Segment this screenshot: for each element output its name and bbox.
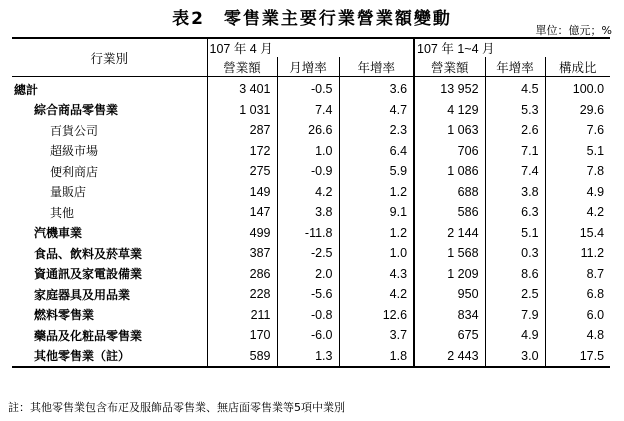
table-row — [12, 100, 610, 121]
footnote: 註：其他零售業包含布疋及服飾品零售業、無店面零售業等5項中業別 — [8, 401, 345, 414]
table-row — [12, 141, 610, 162]
cell-value: 170 — [207, 325, 277, 346]
cell-value: 147 — [207, 202, 277, 223]
cell-value: 4.9 — [586, 184, 605, 199]
cell-value: 29.6 — [579, 102, 605, 117]
cell-value: 4.7 — [339, 100, 414, 121]
cell-value: 387 — [207, 243, 277, 264]
cell-value: 586 — [414, 202, 485, 223]
col-header: 年增率 — [339, 57, 414, 77]
col-header: 營業額 — [207, 57, 277, 77]
table-row — [12, 120, 610, 141]
row-label: 家庭器具及用品業 — [12, 284, 207, 305]
cell-value: 7.4 — [277, 100, 339, 121]
row-label: 資通訊及家電設備業 — [12, 264, 207, 285]
cell-value: 5.1 — [586, 143, 605, 158]
cell-value: 7.6 — [586, 123, 605, 138]
cell-value: 3.7 — [339, 325, 414, 346]
row-label: 燃料零售業 — [12, 305, 207, 326]
cell-value: 6.8 — [586, 287, 605, 302]
cell-value: 287 — [207, 120, 277, 141]
row-label: 食品、飲料及菸草業 — [12, 243, 207, 264]
cell-value: 1 086 — [414, 161, 485, 182]
table-title: 表2 零售業主要行業營業額變動 — [172, 9, 452, 29]
cell-value: 675 — [414, 325, 485, 346]
category-header: 行業別 — [12, 38, 207, 77]
cell-value: 6.3 — [485, 202, 545, 223]
table-row — [12, 264, 610, 285]
cell-value: 6.4 — [339, 141, 414, 162]
cell-value: 1 031 — [207, 100, 277, 121]
cell-value: 7.4 — [485, 161, 545, 182]
cell-value: 275 — [207, 161, 277, 182]
cell-value: 149 — [207, 182, 277, 203]
cell-value: 4.2 — [339, 284, 414, 305]
cell-value: 8.7 — [586, 266, 605, 281]
cell-value: -5.6 — [277, 284, 339, 305]
cell-value: 5.1 — [485, 223, 545, 244]
table-row — [12, 325, 610, 346]
cell-value: 1 209 — [414, 264, 485, 285]
col-header: 構成比 — [545, 57, 610, 77]
cell-value: 3.0 — [485, 346, 545, 368]
period2-header: 107 年 1~4 月 — [417, 42, 495, 56]
cell-value: 2.0 — [277, 264, 339, 285]
table-row — [12, 346, 610, 368]
table-row — [12, 77, 610, 100]
cell-value: 13 952 — [414, 77, 485, 100]
cell-value: -6.0 — [277, 325, 339, 346]
cell-value: 1.3 — [277, 346, 339, 368]
cell-value: 706 — [414, 141, 485, 162]
cell-value: 4.9 — [485, 325, 545, 346]
cell-value: 8.6 — [485, 264, 545, 285]
row-label: 其他零售業（註） — [12, 346, 207, 368]
cell-value: 589 — [207, 346, 277, 368]
cell-value: 286 — [207, 264, 277, 285]
cell-value: 688 — [414, 182, 485, 203]
cell-value: 15.4 — [579, 225, 605, 240]
cell-value: 100.0 — [572, 82, 605, 97]
row-label: 汽機車業 — [12, 223, 207, 244]
row-label: 藥品及化粧品零售業 — [12, 325, 207, 346]
col-header: 年增率 — [485, 57, 545, 77]
cell-value: 4.5 — [485, 77, 545, 100]
cell-value: 1.0 — [277, 141, 339, 162]
row-label: 綜合商品零售業 — [12, 100, 207, 121]
cell-value: 9.1 — [339, 202, 414, 223]
cell-value: 17.5 — [579, 348, 605, 363]
cell-value: 5.9 — [339, 161, 414, 182]
cell-value: 11.2 — [580, 246, 605, 261]
cell-value: -0.9 — [277, 161, 339, 182]
cell-value: 7.8 — [586, 164, 605, 179]
row-label: 總計 — [12, 77, 207, 100]
cell-value: 4.8 — [586, 328, 605, 343]
cell-value: 1 568 — [414, 243, 485, 264]
cell-value: 12.6 — [339, 305, 414, 326]
table-row — [12, 202, 610, 223]
cell-value: 4.3 — [339, 264, 414, 285]
cell-value: 1.8 — [339, 346, 414, 368]
row-label: 超級市場 — [12, 141, 207, 162]
cell-value: 1 063 — [414, 120, 485, 141]
cell-value: 211 — [207, 305, 277, 326]
table-body — [12, 77, 610, 368]
cell-value: 5.3 — [485, 100, 545, 121]
table-row — [12, 223, 610, 244]
cell-value: 7.1 — [485, 141, 545, 162]
cell-value: 834 — [414, 305, 485, 326]
cell-value: 0.3 — [485, 243, 545, 264]
cell-value: 4.2 — [277, 182, 339, 203]
period1-header: 107 年 4 月 — [207, 38, 414, 57]
cell-value: -0.8 — [277, 305, 339, 326]
cell-value: -11.8 — [277, 223, 339, 244]
unit-label: 單位：億元；% — [535, 24, 612, 37]
table-row — [12, 243, 610, 264]
cell-value: 172 — [207, 141, 277, 162]
retail-sales-table — [12, 37, 610, 368]
col-header: 營業額 — [414, 57, 485, 77]
table-row — [12, 284, 610, 305]
row-label: 量販店 — [12, 182, 207, 203]
cell-value: 1.0 — [339, 243, 414, 264]
cell-value: 3 401 — [207, 77, 277, 100]
cell-value: 2.3 — [339, 120, 414, 141]
table-row — [12, 305, 610, 326]
cell-value: 4.2 — [586, 205, 605, 220]
col-header: 月增率 — [277, 57, 339, 77]
cell-value: 6.0 — [586, 307, 605, 322]
row-label: 便利商店 — [12, 161, 207, 182]
table-row — [12, 182, 610, 203]
cell-value: 1.2 — [339, 182, 414, 203]
cell-value: 2.5 — [485, 284, 545, 305]
cell-value: 3.6 — [339, 77, 414, 100]
row-label: 百貨公司 — [12, 120, 207, 141]
cell-value: 3.8 — [277, 202, 339, 223]
cell-value: 950 — [414, 284, 485, 305]
cell-value: 26.6 — [277, 120, 339, 141]
cell-value: 1.2 — [339, 223, 414, 244]
cell-value: 2 443 — [414, 346, 485, 368]
cell-value: 228 — [207, 284, 277, 305]
cell-value: -0.5 — [277, 77, 339, 100]
cell-value: 3.8 — [485, 182, 545, 203]
row-label: 其他 — [12, 202, 207, 223]
cell-value: 2.6 — [485, 120, 545, 141]
cell-value: 499 — [207, 223, 277, 244]
cell-value: 4 129 — [414, 100, 485, 121]
table-row — [12, 161, 610, 182]
cell-value: 2 144 — [414, 223, 485, 244]
cell-value: 7.9 — [485, 305, 545, 326]
cell-value: -2.5 — [277, 243, 339, 264]
